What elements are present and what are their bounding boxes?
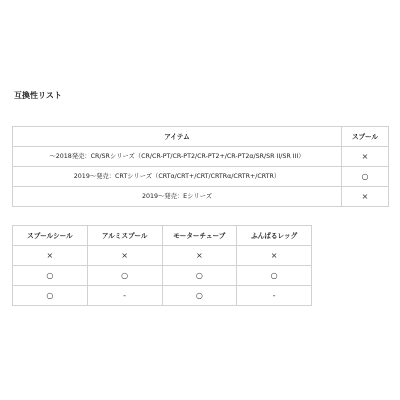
spool-cell: ×	[342, 147, 389, 167]
table-cell: ×	[87, 246, 162, 266]
table-row	[13, 147, 389, 167]
table-row	[13, 266, 312, 286]
table-cell: ×	[162, 246, 237, 266]
spool-cell: ○	[342, 167, 389, 187]
table-cell: -	[87, 286, 162, 306]
item-cell: ～2018発売：CR/SRシリーズ（CR/CR-PT/CR-PT2/CR-PT2+/CR-PT2α/SR/SR II/SR III）	[13, 147, 342, 167]
table-header-row	[13, 226, 312, 246]
table-row	[13, 167, 389, 187]
table-cell: ×	[237, 246, 312, 266]
table-cell: ○	[13, 286, 88, 306]
item-cell: 2019～発売：CRTシリーズ（CRTα/CRT+/CRT/CRTRα/CRTR+/CRTR）	[13, 167, 342, 187]
table-row	[13, 286, 312, 306]
table-header-row	[13, 127, 389, 147]
table-row	[13, 187, 389, 207]
column-header-item: アイテム	[13, 127, 342, 147]
column-header-aluminum-spool: アルミスプール	[87, 226, 162, 246]
parts-compatibility-table	[12, 225, 312, 306]
column-header-motor-tube: モーターチューブ	[162, 226, 237, 246]
page-title: 互換性リスト	[14, 91, 62, 100]
compatibility-table	[12, 126, 389, 207]
spool-cell: ×	[342, 187, 389, 207]
column-header-funbaru-leg: ふんばるレッグ	[237, 226, 312, 246]
table-cell: ○	[162, 286, 237, 306]
table-cell: ○	[237, 266, 312, 286]
table-cell: ×	[13, 246, 88, 266]
table-cell: ○	[13, 266, 88, 286]
table-cell: ○	[162, 266, 237, 286]
table-cell: -	[237, 286, 312, 306]
table-row	[13, 246, 312, 266]
item-cell: 2019～発売：Eシリーズ	[13, 187, 342, 207]
table-cell: ○	[87, 266, 162, 286]
column-header-spool: スプール	[342, 127, 389, 147]
column-header-spool-seal: スプールシール	[13, 226, 88, 246]
